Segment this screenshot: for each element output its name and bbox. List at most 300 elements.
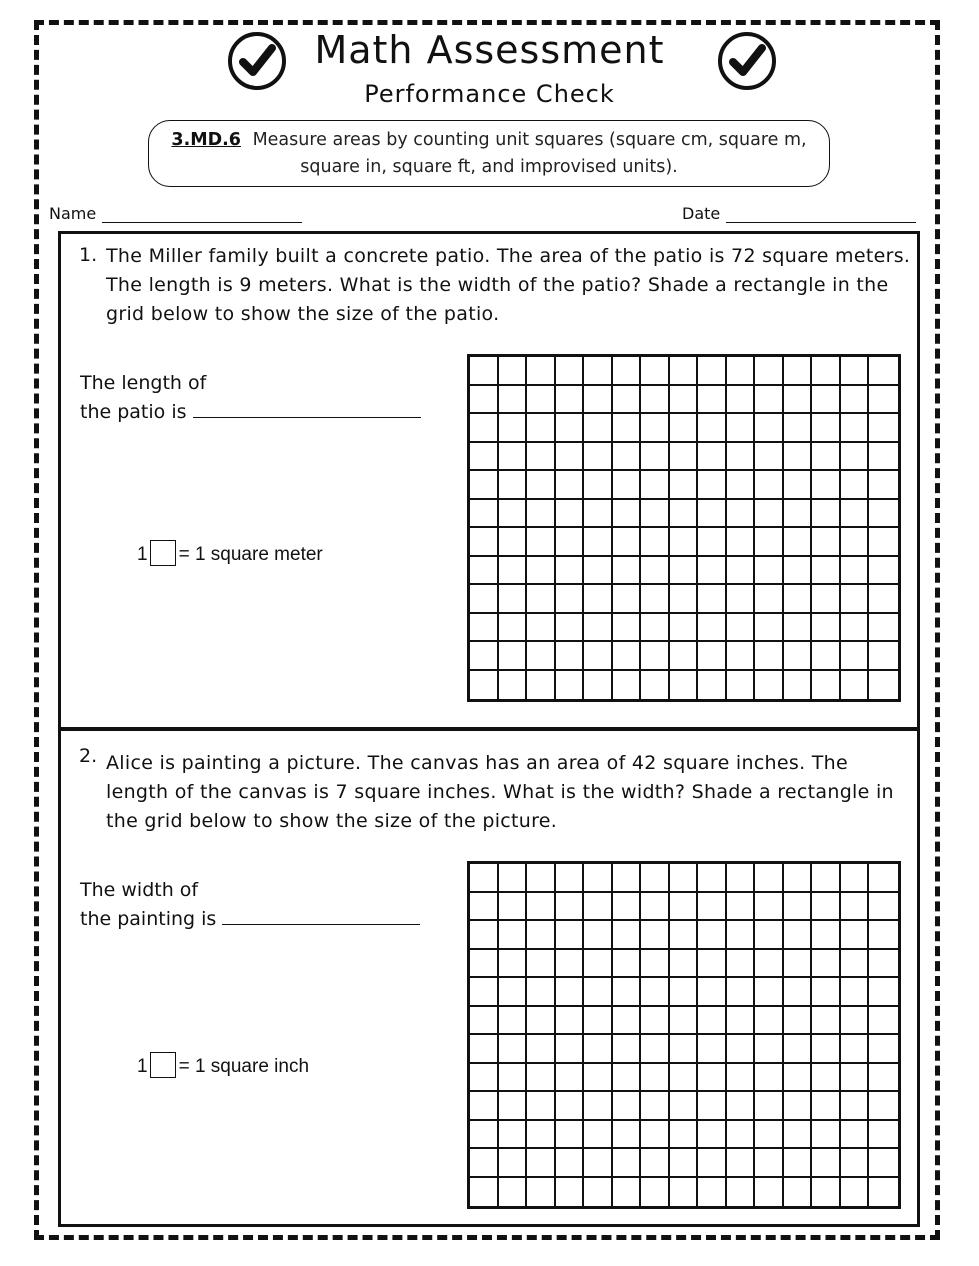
grid-cell[interactable]	[812, 585, 841, 614]
grid-cell[interactable]	[784, 443, 813, 472]
grid-cell[interactable]	[727, 864, 756, 893]
grid-cell[interactable]	[527, 1064, 556, 1093]
grid-cell[interactable]	[812, 642, 841, 671]
grid-cell[interactable]	[869, 443, 898, 472]
grid-cell[interactable]	[812, 1035, 841, 1064]
grid-cell[interactable]	[670, 978, 699, 1007]
grid-cell[interactable]	[755, 1007, 784, 1036]
grid-cell[interactable]	[527, 1121, 556, 1150]
grid-cell[interactable]	[841, 557, 870, 586]
grid-cell[interactable]	[698, 864, 727, 893]
grid-cell[interactable]	[527, 1007, 556, 1036]
grid-cell[interactable]	[727, 642, 756, 671]
grid-cell[interactable]	[841, 642, 870, 671]
grid-cell[interactable]	[869, 585, 898, 614]
grid-cell[interactable]	[470, 528, 499, 557]
grid-cell[interactable]	[784, 950, 813, 979]
grid-cell[interactable]	[869, 642, 898, 671]
grid-cell[interactable]	[584, 585, 613, 614]
grid-cell[interactable]	[584, 1092, 613, 1121]
grid-cell[interactable]	[727, 443, 756, 472]
grid-cell[interactable]	[641, 671, 670, 700]
grid-cell[interactable]	[841, 528, 870, 557]
grid-cell[interactable]	[784, 1149, 813, 1178]
grid-cell[interactable]	[470, 1064, 499, 1093]
grid-cell[interactable]	[812, 557, 841, 586]
grid-cell[interactable]	[755, 386, 784, 415]
grid-cell[interactable]	[727, 414, 756, 443]
answer-grid[interactable]	[467, 354, 901, 702]
grid-cell[interactable]	[670, 471, 699, 500]
grid-cell[interactable]	[869, 1092, 898, 1121]
grid-cell[interactable]	[613, 386, 642, 415]
grid-cell[interactable]	[527, 471, 556, 500]
grid-cell[interactable]	[698, 1064, 727, 1093]
grid-cell[interactable]	[470, 978, 499, 1007]
grid-cell[interactable]	[784, 500, 813, 529]
grid-cell[interactable]	[812, 471, 841, 500]
grid-cell[interactable]	[727, 950, 756, 979]
grid-cell[interactable]	[641, 528, 670, 557]
grid-cell[interactable]	[556, 864, 585, 893]
grid-cell[interactable]	[470, 642, 499, 671]
grid-cell[interactable]	[784, 386, 813, 415]
grid-cell[interactable]	[470, 443, 499, 472]
grid-cell[interactable]	[812, 1149, 841, 1178]
grid-cell[interactable]	[784, 642, 813, 671]
grid-cell[interactable]	[613, 414, 642, 443]
grid-cell[interactable]	[670, 1149, 699, 1178]
grid-cell[interactable]	[499, 414, 528, 443]
grid-cell[interactable]	[584, 614, 613, 643]
grid-cell[interactable]	[613, 528, 642, 557]
grid-cell[interactable]	[613, 864, 642, 893]
grid-cell[interactable]	[584, 471, 613, 500]
grid-cell[interactable]	[641, 443, 670, 472]
grid-cell[interactable]	[841, 500, 870, 529]
grid-cell[interactable]	[784, 471, 813, 500]
grid-cell[interactable]	[613, 471, 642, 500]
grid-cell[interactable]	[556, 1007, 585, 1036]
grid-cell[interactable]	[499, 357, 528, 386]
grid-cell[interactable]	[784, 921, 813, 950]
grid-cell[interactable]	[841, 471, 870, 500]
grid-cell[interactable]	[812, 614, 841, 643]
grid-cell[interactable]	[556, 642, 585, 671]
grid-cell[interactable]	[670, 1178, 699, 1207]
grid-cell[interactable]	[670, 1007, 699, 1036]
grid-cell[interactable]	[784, 978, 813, 1007]
grid-cell[interactable]	[641, 471, 670, 500]
grid-cell[interactable]	[727, 614, 756, 643]
grid-cell[interactable]	[755, 471, 784, 500]
answer-blank[interactable]	[222, 906, 420, 925]
grid-cell[interactable]	[841, 386, 870, 415]
grid-cell[interactable]	[698, 414, 727, 443]
name-line[interactable]	[102, 222, 302, 223]
grid-cell[interactable]	[698, 950, 727, 979]
grid-cell[interactable]	[527, 557, 556, 586]
grid-cell[interactable]	[584, 414, 613, 443]
grid-cell[interactable]	[613, 978, 642, 1007]
grid-cell[interactable]	[556, 671, 585, 700]
grid-cell[interactable]	[641, 557, 670, 586]
grid-cell[interactable]	[784, 414, 813, 443]
grid-cell[interactable]	[841, 585, 870, 614]
grid-cell[interactable]	[527, 585, 556, 614]
grid-cell[interactable]	[727, 1007, 756, 1036]
grid-cell[interactable]	[470, 671, 499, 700]
grid-cell[interactable]	[869, 1064, 898, 1093]
grid-cell[interactable]	[499, 893, 528, 922]
grid-cell[interactable]	[755, 500, 784, 529]
grid-cell[interactable]	[698, 500, 727, 529]
grid-cell[interactable]	[499, 557, 528, 586]
grid-cell[interactable]	[613, 1149, 642, 1178]
grid-cell[interactable]	[755, 557, 784, 586]
grid-cell[interactable]	[499, 1092, 528, 1121]
grid-cell[interactable]	[727, 357, 756, 386]
grid-cell[interactable]	[527, 642, 556, 671]
grid-cell[interactable]	[755, 1092, 784, 1121]
grid-cell[interactable]	[727, 1092, 756, 1121]
grid-cell[interactable]	[613, 557, 642, 586]
grid-cell[interactable]	[556, 1149, 585, 1178]
grid-cell[interactable]	[613, 1035, 642, 1064]
grid-cell[interactable]	[841, 1121, 870, 1150]
grid-cell[interactable]	[556, 950, 585, 979]
grid-cell[interactable]	[784, 357, 813, 386]
grid-cell[interactable]	[784, 1178, 813, 1207]
grid-cell[interactable]	[698, 921, 727, 950]
grid-cell[interactable]	[641, 585, 670, 614]
grid-cell[interactable]	[470, 357, 499, 386]
grid-cell[interactable]	[670, 1092, 699, 1121]
grid-cell[interactable]	[784, 1007, 813, 1036]
grid-cell[interactable]	[641, 978, 670, 1007]
grid-cell[interactable]	[641, 1007, 670, 1036]
grid-cell[interactable]	[670, 893, 699, 922]
grid-cell[interactable]	[755, 1149, 784, 1178]
grid-cell[interactable]	[869, 978, 898, 1007]
grid-cell[interactable]	[641, 950, 670, 979]
grid-cell[interactable]	[613, 500, 642, 529]
grid-cell[interactable]	[755, 614, 784, 643]
grid-cell[interactable]	[470, 500, 499, 529]
grid-cell[interactable]	[698, 1035, 727, 1064]
grid-cell[interactable]	[755, 443, 784, 472]
grid-cell[interactable]	[670, 414, 699, 443]
grid-cell[interactable]	[755, 414, 784, 443]
grid-cell[interactable]	[641, 1149, 670, 1178]
grid-cell[interactable]	[869, 1007, 898, 1036]
grid-cell[interactable]	[556, 893, 585, 922]
grid-cell[interactable]	[784, 1035, 813, 1064]
grid-cell[interactable]	[556, 471, 585, 500]
grid-cell[interactable]	[584, 978, 613, 1007]
grid-cell[interactable]	[841, 357, 870, 386]
grid-cell[interactable]	[727, 1035, 756, 1064]
grid-cell[interactable]	[613, 357, 642, 386]
grid-cell[interactable]	[613, 585, 642, 614]
grid-cell[interactable]	[755, 1064, 784, 1093]
grid-cell[interactable]	[527, 950, 556, 979]
grid-cell[interactable]	[812, 443, 841, 472]
grid-cell[interactable]	[869, 357, 898, 386]
grid-cell[interactable]	[755, 978, 784, 1007]
grid-cell[interactable]	[556, 443, 585, 472]
grid-cell[interactable]	[556, 614, 585, 643]
grid-cell[interactable]	[527, 671, 556, 700]
grid-cell[interactable]	[698, 528, 727, 557]
grid-cell[interactable]	[670, 864, 699, 893]
grid-cell[interactable]	[698, 1121, 727, 1150]
grid-cell[interactable]	[727, 1149, 756, 1178]
grid-cell[interactable]	[670, 443, 699, 472]
date-field[interactable]	[682, 204, 916, 223]
grid-cell[interactable]	[812, 528, 841, 557]
grid-cell[interactable]	[613, 1007, 642, 1036]
grid-cell[interactable]	[584, 864, 613, 893]
grid-cell[interactable]	[869, 471, 898, 500]
grid-cell[interactable]	[869, 614, 898, 643]
grid-cell[interactable]	[869, 1149, 898, 1178]
grid-cell[interactable]	[527, 357, 556, 386]
grid-cell[interactable]	[499, 1064, 528, 1093]
grid-cell[interactable]	[812, 864, 841, 893]
date-line[interactable]	[726, 222, 916, 223]
grid-cell[interactable]	[641, 921, 670, 950]
grid-cell[interactable]	[727, 1064, 756, 1093]
grid-cell[interactable]	[556, 414, 585, 443]
grid-cell[interactable]	[641, 357, 670, 386]
grid-cell[interactable]	[784, 864, 813, 893]
grid-cell[interactable]	[727, 557, 756, 586]
grid-cell[interactable]	[698, 557, 727, 586]
grid-cell[interactable]	[698, 642, 727, 671]
grid-cell[interactable]	[812, 357, 841, 386]
grid-cell[interactable]	[841, 414, 870, 443]
grid-cell[interactable]	[755, 864, 784, 893]
grid-cell[interactable]	[527, 978, 556, 1007]
grid-cell[interactable]	[584, 357, 613, 386]
grid-cell[interactable]	[869, 893, 898, 922]
grid-cell[interactable]	[584, 528, 613, 557]
grid-cell[interactable]	[670, 614, 699, 643]
grid-cell[interactable]	[670, 1035, 699, 1064]
grid-cell[interactable]	[499, 1007, 528, 1036]
grid-cell[interactable]	[527, 500, 556, 529]
grid-cell[interactable]	[698, 471, 727, 500]
grid-cell[interactable]	[613, 1092, 642, 1121]
grid-cell[interactable]	[499, 386, 528, 415]
grid-cell[interactable]	[727, 471, 756, 500]
grid-cell[interactable]	[470, 614, 499, 643]
grid-cell[interactable]	[869, 1121, 898, 1150]
grid-cell[interactable]	[470, 1007, 499, 1036]
grid-cell[interactable]	[698, 1092, 727, 1121]
grid-cell[interactable]	[727, 671, 756, 700]
grid-cell[interactable]	[641, 893, 670, 922]
grid-cell[interactable]	[812, 1178, 841, 1207]
grid-cell[interactable]	[812, 1064, 841, 1093]
grid-cell[interactable]	[812, 1121, 841, 1150]
grid-cell[interactable]	[527, 1149, 556, 1178]
grid-cell[interactable]	[499, 443, 528, 472]
grid-cell[interactable]	[755, 528, 784, 557]
grid-cell[interactable]	[499, 614, 528, 643]
grid-cell[interactable]	[584, 1007, 613, 1036]
grid-cell[interactable]	[641, 500, 670, 529]
grid-cell[interactable]	[470, 1035, 499, 1064]
grid-cell[interactable]	[470, 1121, 499, 1150]
grid-cell[interactable]	[755, 1035, 784, 1064]
grid-cell[interactable]	[613, 1121, 642, 1150]
grid-cell[interactable]	[584, 557, 613, 586]
grid-cell[interactable]	[641, 864, 670, 893]
grid-cell[interactable]	[869, 557, 898, 586]
grid-cell[interactable]	[641, 1092, 670, 1121]
grid-cell[interactable]	[470, 1149, 499, 1178]
grid-cell[interactable]	[841, 1149, 870, 1178]
grid-cell[interactable]	[698, 671, 727, 700]
grid-cell[interactable]	[727, 921, 756, 950]
grid-cell[interactable]	[613, 443, 642, 472]
grid-cell[interactable]	[784, 1064, 813, 1093]
grid-cell[interactable]	[527, 1092, 556, 1121]
grid-cell[interactable]	[470, 386, 499, 415]
grid-cell[interactable]	[584, 443, 613, 472]
grid-cell[interactable]	[584, 500, 613, 529]
grid-cell[interactable]	[812, 893, 841, 922]
grid-cell[interactable]	[841, 978, 870, 1007]
grid-cell[interactable]	[499, 1149, 528, 1178]
grid-cell[interactable]	[613, 1064, 642, 1093]
grid-cell[interactable]	[670, 386, 699, 415]
grid-cell[interactable]	[812, 414, 841, 443]
grid-cell[interactable]	[499, 500, 528, 529]
grid-cell[interactable]	[613, 950, 642, 979]
grid-cell[interactable]	[841, 921, 870, 950]
grid-cell[interactable]	[584, 1064, 613, 1093]
grid-cell[interactable]	[727, 978, 756, 1007]
grid-cell[interactable]	[812, 921, 841, 950]
grid-cell[interactable]	[727, 1121, 756, 1150]
grid-cell[interactable]	[499, 1178, 528, 1207]
grid-cell[interactable]	[784, 671, 813, 700]
grid-cell[interactable]	[670, 1064, 699, 1093]
grid-cell[interactable]	[755, 921, 784, 950]
grid-cell[interactable]	[727, 528, 756, 557]
grid-cell[interactable]	[670, 1121, 699, 1150]
grid-cell[interactable]	[499, 642, 528, 671]
grid-cell[interactable]	[698, 978, 727, 1007]
grid-cell[interactable]	[698, 585, 727, 614]
grid-cell[interactable]	[556, 921, 585, 950]
grid-cell[interactable]	[755, 585, 784, 614]
grid-cell[interactable]	[584, 1035, 613, 1064]
grid-cell[interactable]	[527, 921, 556, 950]
grid-cell[interactable]	[841, 1007, 870, 1036]
grid-cell[interactable]	[527, 1178, 556, 1207]
grid-cell[interactable]	[869, 671, 898, 700]
grid-cell[interactable]	[556, 1178, 585, 1207]
grid-cell[interactable]	[499, 864, 528, 893]
grid-cell[interactable]	[841, 443, 870, 472]
grid-cell[interactable]	[499, 528, 528, 557]
grid-cell[interactable]	[869, 1035, 898, 1064]
grid-cell[interactable]	[670, 921, 699, 950]
grid-cell[interactable]	[670, 557, 699, 586]
grid-cell[interactable]	[527, 864, 556, 893]
grid-cell[interactable]	[556, 978, 585, 1007]
grid-cell[interactable]	[470, 1178, 499, 1207]
grid-cell[interactable]	[755, 1178, 784, 1207]
grid-cell[interactable]	[698, 1149, 727, 1178]
grid-cell[interactable]	[841, 864, 870, 893]
grid-cell[interactable]	[727, 500, 756, 529]
grid-cell[interactable]	[556, 585, 585, 614]
grid-cell[interactable]	[698, 443, 727, 472]
grid-cell[interactable]	[841, 614, 870, 643]
grid-cell[interactable]	[784, 1121, 813, 1150]
grid-cell[interactable]	[727, 585, 756, 614]
grid-cell[interactable]	[584, 893, 613, 922]
grid-cell[interactable]	[755, 893, 784, 922]
grid-cell[interactable]	[841, 1035, 870, 1064]
grid-cell[interactable]	[584, 642, 613, 671]
grid-cell[interactable]	[755, 357, 784, 386]
grid-cell[interactable]	[670, 642, 699, 671]
answer-grid[interactable]	[467, 861, 901, 1209]
grid-cell[interactable]	[499, 978, 528, 1007]
grid-cell[interactable]	[499, 921, 528, 950]
grid-cell[interactable]	[556, 1035, 585, 1064]
grid-cell[interactable]	[641, 414, 670, 443]
grid-cell[interactable]	[812, 950, 841, 979]
grid-cell[interactable]	[869, 950, 898, 979]
grid-cell[interactable]	[470, 557, 499, 586]
grid-cell[interactable]	[812, 1007, 841, 1036]
grid-cell[interactable]	[556, 1092, 585, 1121]
grid-cell[interactable]	[727, 1178, 756, 1207]
grid-cell[interactable]	[584, 950, 613, 979]
grid-cell[interactable]	[613, 1178, 642, 1207]
grid-cell[interactable]	[584, 1121, 613, 1150]
grid-cell[interactable]	[698, 357, 727, 386]
grid-cell[interactable]	[584, 671, 613, 700]
grid-cell[interactable]	[698, 1007, 727, 1036]
grid-cell[interactable]	[556, 1121, 585, 1150]
grid-cell[interactable]	[527, 386, 556, 415]
grid-cell[interactable]	[641, 1035, 670, 1064]
grid-cell[interactable]	[670, 528, 699, 557]
grid-cell[interactable]	[470, 921, 499, 950]
grid-cell[interactable]	[584, 386, 613, 415]
grid-cell[interactable]	[698, 1178, 727, 1207]
grid-cell[interactable]	[556, 357, 585, 386]
grid-cell[interactable]	[613, 642, 642, 671]
grid-cell[interactable]	[812, 671, 841, 700]
grid-cell[interactable]	[641, 386, 670, 415]
grid-cell[interactable]	[841, 1092, 870, 1121]
grid-cell[interactable]	[499, 471, 528, 500]
grid-cell[interactable]	[784, 614, 813, 643]
grid-cell[interactable]	[698, 893, 727, 922]
grid-cell[interactable]	[841, 950, 870, 979]
grid-cell[interactable]	[869, 528, 898, 557]
grid-cell[interactable]	[641, 1064, 670, 1093]
